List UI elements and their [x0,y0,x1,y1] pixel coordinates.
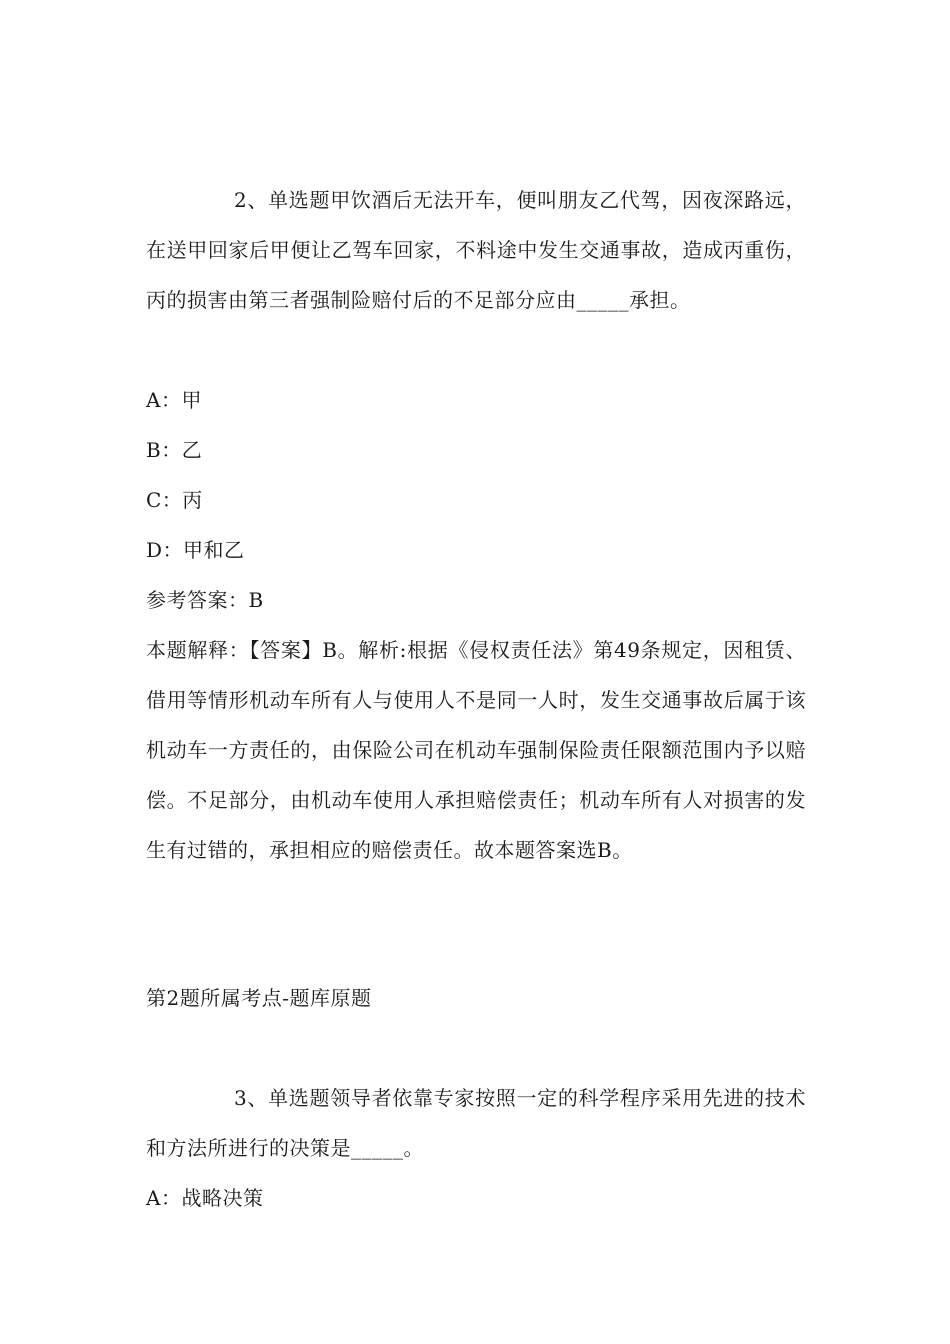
question-2-option-c: C：丙 [146,488,203,512]
question-2-answer: 参考答案：B [146,588,264,612]
question-3-stem: 3、单选题领导者依靠专家按照一定的科学程序采用先进的技术和方法所进行的决策是_____。 [146,1086,806,1160]
question-2-topic: 第2题所属考点-题库原题 [146,986,372,1010]
question-3-option-a: A：战略决策 [146,1186,264,1210]
question-2-stem: 2、单选题甲饮酒后无法开车，便叫朋友乙代驾，因夜深路远，在送甲回家后甲便让乙驾车回家，不料途中发生交通事故，造成丙重伤，丙的损害由第三者强制险赔付后的不足部分应由_____承担。 [146,188,806,312]
question-2-option-d: D：甲和乙 [146,538,245,562]
question-2-explanation: 本题解释：【答案】B。解析:根据《侵权责任法》第49条规定，因租赁、借用等情形机动车所有人与使用人不是同一人时，发生交通事故后属于该机动车一方责任的，由保险公司在机动车强制保险责任限额范围内予以赔偿。不足部分，由机动车使用人承担赔偿责任；机动车所有人对损害的发生有过错的，承担相应的赔偿责任。故本题答案选B。 [146,638,806,862]
question-2-option-b: B：乙 [146,438,203,462]
question-2-option-a: A：甲 [146,388,202,412]
